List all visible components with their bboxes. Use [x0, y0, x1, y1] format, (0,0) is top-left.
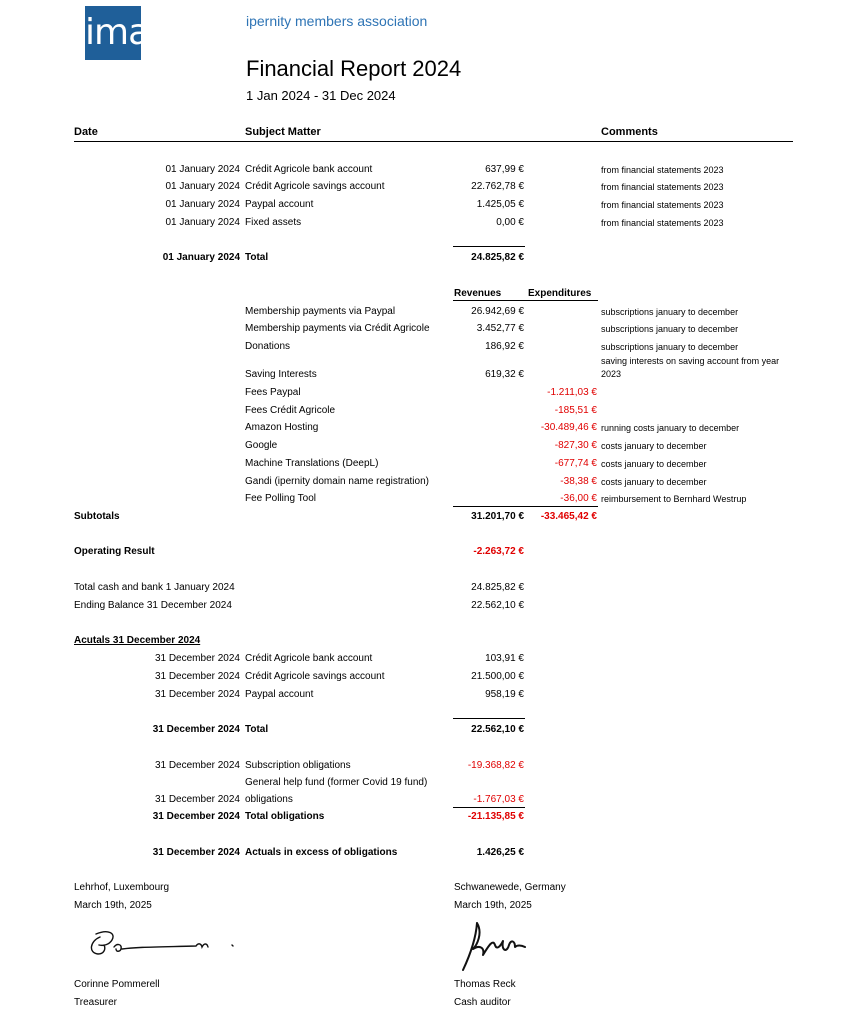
excess-amount: 1.426,25 € — [476, 847, 524, 858]
help-fund-label: General help fund (former Covid 19 fund) — [245, 777, 428, 788]
actuals-total-amount: 22.562,10 € — [471, 724, 524, 735]
right-place: Schwanewede, Germany — [454, 882, 566, 893]
opening-total-date: 01 January 2024 — [162, 252, 240, 263]
actuals-amount: 21.500,00 € — [471, 671, 524, 682]
header-rule — [74, 141, 793, 142]
flow-subject: Fees Paypal — [245, 387, 301, 398]
row-date: 01 January 2024 — [165, 164, 240, 175]
flow-expenditure: -1.211,03 € — [547, 387, 597, 398]
flow-comment: reimbursement to Bernhard Westrup — [601, 494, 747, 504]
report-title: Financial Report 2024 — [246, 56, 462, 81]
flow-revenue: 3.452,77 € — [476, 323, 524, 334]
row-amount: 1.425,05 € — [476, 199, 524, 210]
start-balance-amount: 24.825,82 € — [471, 582, 524, 593]
opening-total-label: Total — [245, 252, 269, 263]
actuals-date: 31 December 2024 — [154, 653, 240, 664]
row-comment: from financial statements 2023 — [601, 165, 724, 175]
row-subject: Fixed assets — [245, 217, 302, 228]
flow-revenue: 619,32 € — [485, 369, 524, 380]
actuals-heading: Acutals 31 December 2024 — [74, 635, 201, 646]
flow-subject: Gandi (ipernity domain name registration) — [245, 476, 429, 487]
flow-comment: costs january to december — [601, 441, 707, 451]
flow-subject: Fees Crédit Agricole — [245, 405, 336, 416]
row-date: 01 January 2024 — [165, 181, 240, 192]
total-obligations-date: 31 December 2024 — [152, 811, 240, 822]
total-obligations-label: Total obligations — [245, 811, 325, 822]
actuals-date: 31 December 2024 — [154, 671, 240, 682]
row-date: 01 January 2024 — [165, 199, 240, 210]
opening-total-rule — [453, 246, 525, 247]
flow-comment: subscriptions january to december — [601, 342, 739, 352]
row-comment: from financial statements 2023 — [601, 182, 724, 192]
actuals-date: 31 December 2024 — [154, 689, 240, 700]
flow-comment: subscriptions january to december — [601, 324, 739, 334]
excess-label: Actuals in excess of obligations — [245, 847, 398, 858]
right-name: Thomas Reck — [454, 979, 516, 990]
help-fund-label-cont: obligations — [245, 794, 293, 805]
subtotal-rule — [453, 506, 598, 507]
opening-total-amount: 24.825,82 € — [471, 252, 524, 263]
flow-expenditure: -36,00 € — [560, 493, 597, 504]
row-amount: 637,99 € — [485, 164, 524, 175]
flows-header-rule — [453, 300, 598, 301]
report-period: 1 Jan 2024 - 31 Dec 2024 — [246, 88, 396, 103]
end-balance-amount: 22.562,10 € — [471, 600, 524, 611]
revenues-header: Revenues — [454, 288, 502, 299]
row-comment: from financial statements 2023 — [601, 218, 724, 228]
flow-subject: Membership payments via Crédit Agricole — [245, 323, 430, 334]
operating-result-amount: -2.263,72 € — [473, 546, 524, 557]
flow-subject: Saving Interests — [245, 369, 317, 380]
operating-result-label: Operating Result — [74, 546, 155, 557]
row-subject: Paypal account — [245, 199, 314, 210]
subscription-obligations-label: Subscription obligations — [245, 760, 351, 771]
flow-comment: running costs january to december — [601, 423, 740, 433]
flow-subject: Membership payments via Paypal — [245, 306, 396, 317]
subtotal-expenditure: -33.465,42 € — [540, 511, 597, 522]
help-fund-date: 31 December 2024 — [154, 794, 240, 805]
auditor-signature — [455, 915, 535, 975]
expenditures-header: Expenditures — [528, 288, 592, 299]
left-role: Treasurer — [74, 997, 117, 1008]
actuals-total-rule — [453, 718, 525, 719]
actuals-amount: 958,19 € — [485, 689, 524, 700]
actuals-subject: Crédit Agricole savings account — [245, 671, 385, 682]
obligations-rule — [453, 807, 525, 808]
row-amount: 0,00 € — [496, 217, 524, 228]
flow-comment: costs january to december — [601, 459, 707, 469]
flow-subject: Fee Polling Tool — [245, 493, 316, 504]
column-comments: Comments — [601, 126, 658, 138]
organization-name: ipernity members association — [246, 13, 428, 29]
left-place: Lehrhof, Luxembourg — [74, 882, 170, 893]
flow-subject: Machine Translations (DeepL) — [245, 458, 379, 469]
flow-subject: Google — [245, 440, 278, 451]
flow-comment: costs january to december — [601, 477, 707, 487]
start-balance-label: Total cash and bank 1 January 2024 — [74, 582, 235, 593]
total-obligations-amount: -21.135,85 € — [467, 811, 524, 822]
flow-expenditure: -185,51 € — [554, 405, 597, 416]
help-fund-amount: -1.767,03 € — [473, 794, 524, 805]
ima-logo: ima — [85, 6, 141, 60]
excess-date: 31 December 2024 — [152, 847, 240, 858]
column-date: Date — [74, 126, 98, 138]
subscription-obligations-amount: -19.368,82 € — [467, 760, 524, 771]
flow-subject: Donations — [245, 341, 291, 352]
flow-revenue: 186,92 € — [485, 341, 524, 352]
flow-expenditure: -677,74 € — [554, 458, 597, 469]
flow-comment: saving interests on saving account from year 2023 — [601, 356, 780, 379]
right-date: March 19th, 2025 — [454, 900, 532, 911]
flow-expenditure: -827,30 € — [554, 440, 597, 451]
column-subject: Subject Matter — [245, 126, 321, 138]
actuals-subject: Paypal account — [245, 689, 314, 700]
subtotals-label: Subtotals — [74, 511, 120, 522]
row-comment: from financial statements 2023 — [601, 200, 724, 210]
treasurer-signature — [86, 925, 246, 960]
left-date: March 19th, 2025 — [74, 900, 152, 911]
flow-revenue: 26.942,69 € — [471, 306, 524, 317]
row-subject: Crédit Agricole savings account — [245, 181, 385, 192]
flow-expenditure: -38,38 € — [560, 476, 597, 487]
subscription-obligations-date: 31 December 2024 — [154, 760, 240, 771]
right-role: Cash auditor — [454, 997, 511, 1008]
row-amount: 22.762,78 € — [471, 181, 524, 192]
actuals-subject: Crédit Agricole bank account — [245, 653, 373, 664]
flow-expenditure: -30.489,46 € — [540, 422, 597, 433]
subtotal-revenue: 31.201,70 € — [471, 511, 524, 522]
actuals-total-date: 31 December 2024 — [152, 724, 240, 735]
actuals-total-label: Total — [245, 724, 269, 735]
row-subject: Crédit Agricole bank account — [245, 164, 373, 175]
flow-comment: subscriptions january to december — [601, 307, 739, 317]
left-name: Corinne Pommerell — [74, 979, 160, 990]
row-date: 01 January 2024 — [165, 217, 240, 228]
actuals-amount: 103,91 € — [485, 653, 524, 664]
flow-subject: Amazon Hosting — [245, 422, 319, 433]
end-balance-label: Ending Balance 31 December 2024 — [74, 600, 232, 611]
